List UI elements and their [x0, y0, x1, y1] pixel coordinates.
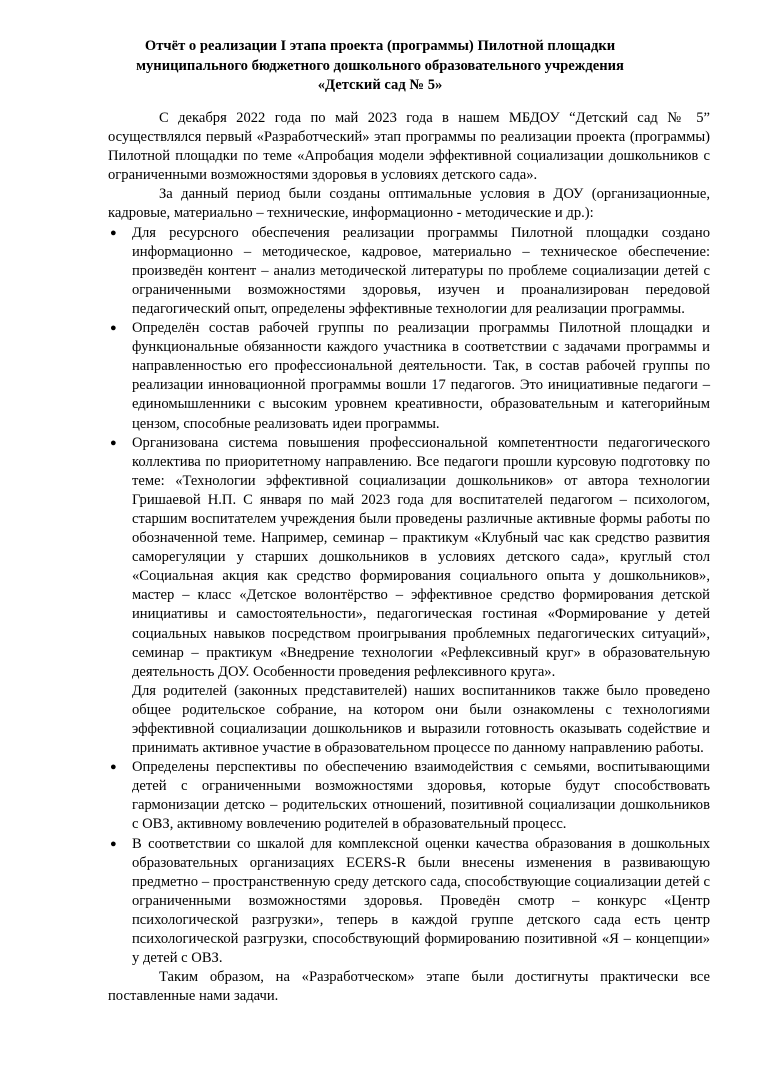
list-item-text: В соответствии со шкалой для комплексной оценки качества образования в дошкольных образовательных организациях ECERS-R были внесены изменения в развивающую предметно – пространственную среду детского сада, способствующие социализации детей с ограниченными возможностями здоровья. Проведён смотр – конкурс «Центр психологической разгрузки», теперь в каждой группе детского сада есть центр психологической разгрузки, способствующий формированию позитивной «Я – концепции» у детей с ОВЗ. — [132, 835, 710, 967]
bullet-icon: ● — [110, 226, 117, 239]
bullet-icon: ● — [110, 761, 117, 774]
bullet-icon: ● — [110, 837, 117, 850]
achievements-list — [108, 224, 710, 969]
list-item — [108, 835, 710, 969]
bullet-icon: ● — [110, 436, 117, 449]
bullet-icon: ● — [110, 322, 117, 335]
document-title — [100, 37, 660, 96]
list-item-text: Определён состав рабочей группы по реализации программы Пилотной площадки и функциональные обязанности каждого участника в соответствии с задачами программы и направленностью его профессиональной деятельности. Так, в состав рабочей группы по реализации инновационной программы вошли 17 педагогов. Это инициативные педагоги – единомышленники с высоким уровнем креативности, образовательным и категорийным цензом, способные реализовать идеи программы. — [132, 320, 710, 432]
list-item — [108, 434, 710, 759]
list-item-text: Для ресурсного обеспечения реализации программы Пилотной площадки создано информационно – методическое, кадровое, материально – техническое обеспечение: произведён контент – анализ методической литературы по проблеме социализации детей с ограниченными возможностями здоровья, изучен и проанализирован передовой педагогический опыт, определены эффективные технологии для реализации программы. — [132, 224, 710, 317]
conditions-paragraph: За данный период были созданы оптимальные условия в ДОУ (организационные, кадровые, материально – технические, информационно - методические и др.): — [108, 186, 710, 222]
title-line: «Детский сад № 5» — [317, 77, 443, 93]
list-item — [108, 224, 710, 319]
document-body — [108, 109, 710, 1006]
list-item-text: Организована система повышения профессиональной компетентности педагогического коллектива по приоритетному направлению. Все педагоги прошли курсовую подготовку по теме: «Технологии эффективной социализации дошкольников» от автора технологии Гришаевой Н.П. С января по май 2023 года для воспитателей педагогом – психологом, старшим воспитателем учреждения были проведены различные активные формы работы по обозначенной теме. Например, семинар – практикум «Клубный час как средство развития саморегуляции у старших дошкольников в условиях детского сада», круглый стол «Социальная акция как средство формирования социального опыта у дошкольников», мастер – класс «Детское волонтёрство – эффективное средство формирования детской инициативы и самостоятельности», педагогическая гостиная «Формирование у детей социальных навыков посредством проигрывания проблемных педагогических ситуаций», семинар – практикум «Внедрение технологии «Рефлексивный круг» в образовательную деятельность ДОУ. Особенности проведения рефлексивного круга». — [132, 434, 710, 680]
list-item — [108, 319, 710, 434]
intro-paragraph: С декабря 2022 года по май 2023 года в нашем МБДОУ “Детский сад № 5” осуществлялся первый «Разработческий» этап программы по реализации проекта (программы) Пилотной площадки по теме «Апробация модели эффективной социализации дошкольников с ограниченными возможностями здоровья в условиях детского сада». — [108, 110, 710, 184]
list-item-text: Определены перспективы по обеспечению взаимодействия с семьями, воспитывающими детей с ограниченными возможностями здоровья, которые будут способствовать гармонизации детско – родительских отношений, позитивной социализации дошкольников с ОВЗ, активному вовлечению родителей в образовательный процесс. — [132, 759, 710, 833]
list-item — [108, 758, 710, 834]
title-line: Отчёт о реализации I этапа проекта (программы) Пилотной площадки — [144, 38, 616, 54]
title-line: муниципального бюджетного дошкольного образовательного учреждения — [136, 57, 624, 74]
parents-paragraph: Для родителей (законных представителей) наших воспитанников также было проведено общее родительское собрание, на котором они были ознакомлены с технологиями эффективной социализации дошкольников и выразили готовность оказывать содействие и принимать активное участие в образовательном процессе по данному направлению работы. — [132, 682, 710, 757]
conclusion-paragraph: Таким образом, на «Разработческом» этапе были достигнуты практически все поставленные нами задачи. — [108, 969, 710, 1005]
